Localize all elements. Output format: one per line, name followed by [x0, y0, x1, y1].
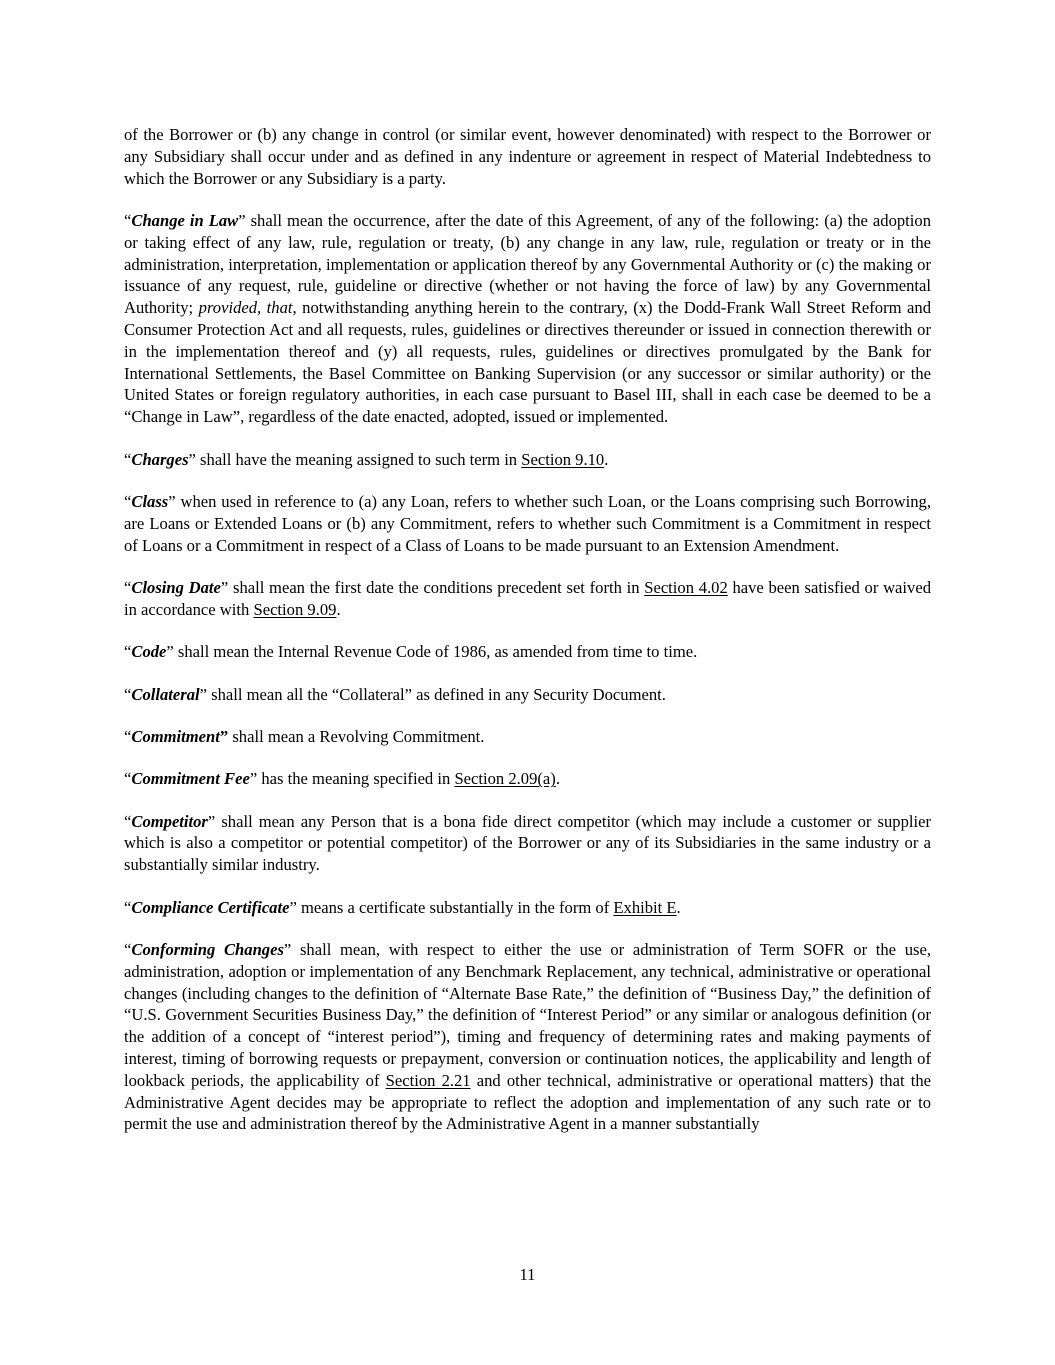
- defined-term: Commitment Fee: [131, 769, 250, 789]
- definition-conforming-changes: [124, 939, 931, 1135]
- definition-text: ” shall mean the Internal Revenue Code of 1986, as amended from time to time.: [166, 642, 698, 662]
- open-quote: “: [124, 811, 132, 831]
- defined-term: Compliance Certificate: [131, 897, 290, 917]
- definition-closing-date: [124, 577, 931, 621]
- definition-change-in-law: [124, 210, 931, 428]
- section-reference: Section 4.02: [644, 577, 728, 597]
- open-quote: “: [124, 491, 132, 511]
- open-quote: “: [124, 726, 132, 746]
- definition-text: .: [676, 897, 681, 917]
- defined-term: Competitor: [131, 811, 208, 831]
- definition-collateral: [124, 684, 931, 706]
- definition-text: .: [336, 599, 341, 619]
- open-quote: “: [124, 642, 132, 662]
- section-reference: Section 2.21: [385, 1070, 471, 1090]
- section-reference: Section 9.10: [521, 449, 605, 469]
- open-quote: “: [124, 769, 132, 789]
- definition-text: ” when used in reference to (a) any Loan, refers to whether such Loan, or the Loans comprising such Borrowing, are Loans or Extended Loans or (b) any Commitment, refers to whether such Commitment is a Commitment in respect of Loans or a Commitment in respect of a Class of Loans to be made pursuant to an Extension Amendment.: [124, 491, 931, 555]
- defined-term: Collateral: [131, 684, 200, 704]
- definition-class: [124, 491, 931, 556]
- definition-text: .: [555, 769, 560, 789]
- defined-term: Class: [131, 491, 169, 511]
- italic-phrase: provided, that,: [198, 298, 297, 318]
- definition-text: ” shall mean, with respect to either the use or administration of Term SOFR or the use, administration, adoption or implementation of any Benchmark Replacement, any technical, administrative or operational changes (including changes to the definition of “Alternate Base Rate,” the definition of “Business Day,” the definition of “U.S. Government Securities Business Day,” the definition of “Interest Period” or any similar or analogous definition (or the addition of a concept of “interest period”), timing and frequency of determining rates and making payments of interest, timing of borrowing requests or prepayment, conversion or continuation notices, the applicability and length of lookback periods, the applicability of: [124, 940, 931, 1090]
- open-quote: “: [124, 449, 132, 469]
- definition-text: have been satisfied or waived in accordance with: [124, 577, 931, 619]
- definition-commitment: [124, 726, 931, 748]
- definition-commitment-fee: [124, 768, 931, 790]
- definition-text: shall mean a Revolving Commitment.: [228, 726, 485, 746]
- definition-text: ” shall have the meaning assigned to such term in: [188, 449, 522, 469]
- defined-term: Code: [131, 642, 167, 662]
- definition-text: .: [604, 449, 609, 469]
- definition-text: and other technical, administrative or operational matters) that the Administrative Agent decides may be appropriate to reflect the adoption and implementation of any such rate or to permit the use and administration thereof by the Administrative Agent in a manner substantially: [124, 1070, 931, 1134]
- open-quote: “: [124, 577, 132, 597]
- defined-term: Change in Law: [131, 210, 239, 230]
- definition-competitor: [124, 811, 931, 876]
- definition-text: notwithstanding anything herein to the contrary, (x) the Dodd-Frank Wall Street Reform and Consumer Protection Act and all requests, rules, guidelines or directives thereunder or issued in connection therewith or in the implementation thereof and (y) all requests, rules, guidelines or directives promulgated by the Bank for International Settlements, the Basel Committee on Banking Supervision (or any successor or similar authority) or the United States or foreign regulatory authorities, in each case pursuant to Basel III, shall in each case be deemed to be a “Change in Law”, regardless of the date enacted, adopted, issued or implemented.: [124, 298, 931, 427]
- definition-text: ” shall mean the first date the conditions precedent set forth in: [220, 577, 645, 597]
- open-quote: “: [124, 684, 132, 704]
- close-quote: ”: [219, 726, 229, 746]
- definition-text: ” shall mean the occurrence, after the date of this Agreement, of any of the following: (a) the adoption or taking effect of any law, rule, regulation or treaty, (b) any change in any law, rule, regulation or treaty or in the administration, interpretation, implementation or application thereof by any Governmental Authority or (c) the making or issuance of any request, rule, guideline or directive (whether or not having the force of law) by any Governmental Authority;: [124, 210, 931, 318]
- definition-code: [124, 641, 931, 663]
- definition-text: ” means a certificate substantially in the form of: [289, 897, 614, 917]
- open-quote: “: [124, 210, 132, 230]
- defined-term: Closing Date: [131, 577, 221, 597]
- document-body: [124, 124, 931, 1156]
- paragraph-text: of the Borrower or (b) any change in control (or similar event, however denominated) with respect to the Borrower or any Subsidiary shall occur under and as defined in any indenture or agreement in respect of Material Indebtedness to which the Borrower or any Subsidiary is a party.: [124, 125, 931, 188]
- page-number: 11: [519, 1265, 536, 1284]
- defined-term: Commitment: [131, 726, 220, 746]
- continuation-paragraph: [124, 124, 931, 189]
- defined-term: Conforming Changes: [131, 940, 284, 960]
- open-quote: “: [124, 940, 132, 960]
- definition-text: ” has the meaning specified in: [249, 769, 455, 789]
- section-reference: Section 2.09(a): [454, 769, 556, 789]
- open-quote: “: [124, 897, 132, 917]
- exhibit-reference: Exhibit E: [613, 897, 677, 917]
- defined-term: Charges: [131, 449, 189, 469]
- definition-charges: [124, 449, 931, 471]
- definition-text: ” shall mean any Person that is a bona fide direct competitor (which may include a customer or supplier which is also a competitor or potential competitor) of the Borrower or any of its Subsidiaries in the same industry or a substantially similar industry.: [124, 811, 931, 875]
- definition-text: ” shall mean all the “Collateral” as defined in any Security Document.: [199, 684, 666, 704]
- section-reference: Section 9.09: [253, 599, 337, 619]
- definition-compliance-certificate: [124, 897, 931, 919]
